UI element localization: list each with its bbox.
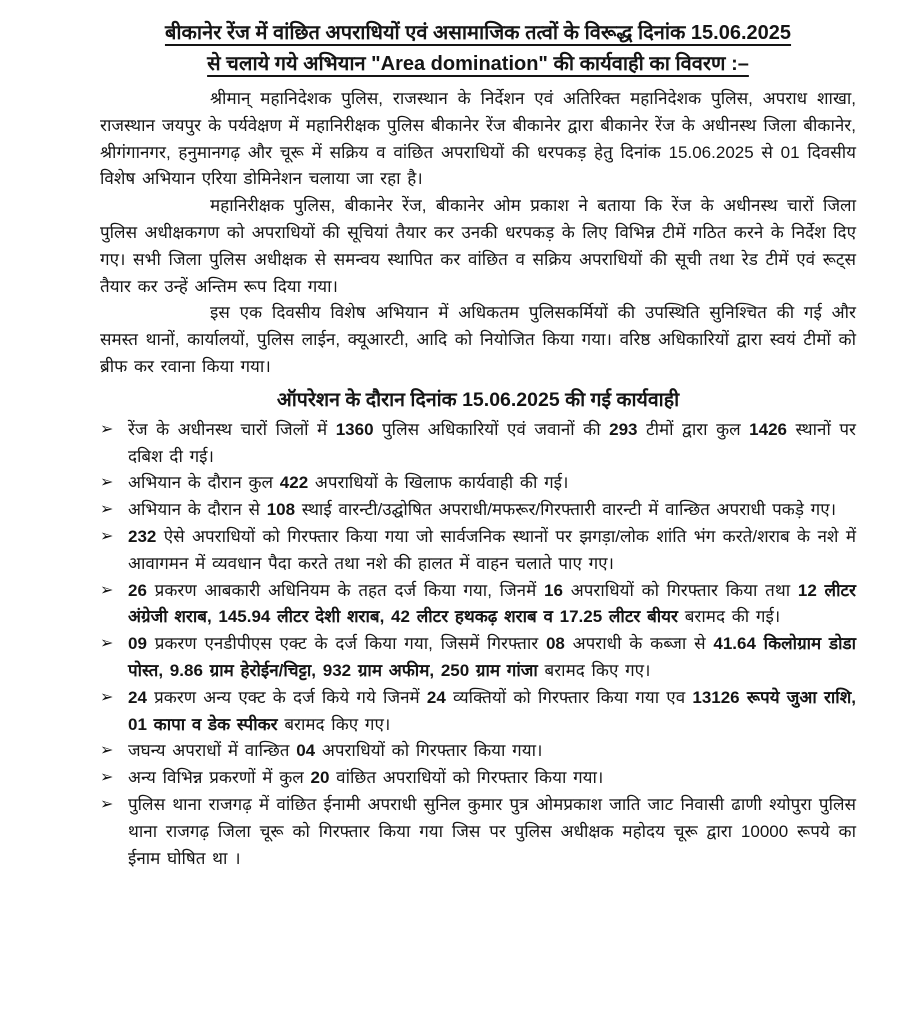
- bullet-text: जघन्य अपराधों में वान्छित 04 अपराधियों को गिरफ्तार किया गया।: [128, 741, 543, 761]
- bullet-item: [100, 792, 856, 872]
- bullet-item: [100, 470, 856, 497]
- bullet-text: अभियान के दौरान कुल 422 अपराधियों के खिलाफ कार्यवाही की गई।: [128, 473, 569, 493]
- bullet-text: पुलिस थाना राजगढ़ में वांछित ईनामी अपराधी सुनिल कुमार पुत्र ओमप्रकाश जाति जाट निवासी ढाणी श्योपुरा पुलिस थाना राजगढ़ जिला चूरू को गिरफ्तार किया गया जिस पर पुलिस अधीक्षक महोदय चूरू द्वारा 10000 रूपये का ईनाम घोषित था ।: [128, 794, 856, 868]
- paragraph: श्रीमान् महानिदेशक पुलिस, राजस्थान के निर्देशन एवं अतिरिक्त महानिदेशक पुलिस, अपराध शाखा, राजस्थान जयपुर के पर्यवेक्षण में महानिरीक्षक पुलिस बीकानेर रेंज बीकानेर द्वारा बीकानेर रेंज के अधीनस्थ जिला बीकानेर, श्रीगंगानगर, हनुमानगढ़ और चूरू में सक्रिय व वांछित अपराधियों की धरपकड़ हेतु दिनांक 15.06.2025 से 01 दिवसीय विशेष अभियान एरिया डोमिनेशन चलाया जा रहा है।: [100, 89, 856, 189]
- arrowhead-bullet-icon: ➢: [100, 795, 114, 813]
- bullet-item: [100, 578, 856, 632]
- document-title: [100, 18, 856, 80]
- title-line-1: बीकानेर रेंज में वांछित अपराधियों एवं असामाजिक तत्वों के विरूद्ध दिनांक 15.06.2025: [164, 22, 792, 44]
- title-line-2: से चलाये गये अभियान "Area domination" की कार्यवाही का विवरण :–: [207, 53, 749, 75]
- bullet-text: 09 प्रकरण एनडीपीएस एक्ट के दर्ज किया गया, जिसमें गिरफ्तार 08 अपराधी के कब्जा से 41.64 किलोग्राम डोडा पोस्त, 9.86 ग्राम हेरोईन/चिट्टा, 932 ग्राम अफीम, 250 ग्राम गांजा बरामद किए गए।: [128, 634, 856, 680]
- bullet-text: रेंज के अधीनस्थ चारों जिलों में 1360 पुलिस अधिकारियों एवं जवानों की 293 टीमों द्वारा कुल 1426 स्थानों पर दबिश दी गई।: [128, 419, 856, 466]
- paragraph: इस एक दिवसीय विशेष अभियान में अधिकतम पुलिसकर्मियों की उपस्थिति सुनिश्चित की गई और समस्त थानों, कार्यालयों, पुलिस लाईन, क्यूआरटी, आदि को नियोजित किया गया। वरिष्ठ अधिकारियों द्वारा स्वयं टीमों को ब्रीफ कर रवाना किया गया।: [100, 303, 856, 376]
- paragraph: महानिरीक्षक पुलिस, बीकानेर रेंज, बीकानेर ओम प्रकाश ने बताया कि रेंज के अधीनस्थ चारों जिला पुलिस अधीक्षकगण को अपराधियों की सूचियां तैयार कर उनकी धरपकड़ के लिए विभिन्न टीमें गठित करने के निर्देश दिए गए। सभी जिला पुलिस अधीक्षक से समन्वय स्थापित कर वांछित व सक्रिय अपराधियों की सूची तथा रेड टीमें एवं रूट्स तैयार कर उन्हें अन्तिम रूप दिया गया।: [100, 196, 856, 296]
- arrowhead-bullet-icon: ➢: [100, 769, 114, 787]
- bullet-item: [100, 524, 856, 578]
- arrowhead-bullet-icon: ➢: [100, 420, 114, 438]
- section-heading: ऑपरेशन के दौरान दिनांक 15.06.2025 की गई कार्यवाही: [276, 388, 680, 411]
- bullet-text: 24 प्रकरण अन्य एक्ट के दर्ज किये गये जिनमें 24 व्यक्तियों को गिरफ्तार किया गया एव 13126 रूपये जुआ राशि, 01 कापा व डेक स्पीकर बरामद किए गए।: [128, 687, 856, 734]
- bullet-item: [100, 417, 856, 471]
- arrowhead-bullet-icon: ➢: [100, 474, 114, 492]
- bullet-text: अन्य विभिन्न प्रकरणों में कुल 20 वांछित अपराधियों को गिरफ्तार किया गया।: [128, 768, 604, 788]
- intro-paragraphs: [100, 86, 856, 381]
- bullet-item: [100, 765, 856, 792]
- arrowhead-bullet-icon: ➢: [100, 581, 114, 599]
- bullet-item: [100, 631, 856, 685]
- bullet-list: [100, 417, 856, 873]
- arrowhead-bullet-icon: ➢: [100, 527, 114, 545]
- arrowhead-bullet-icon: ➢: [100, 688, 114, 706]
- arrowhead-bullet-icon: ➢: [100, 742, 114, 760]
- bullet-text: 232 ऐसे अपराधियों को गिरफ्तार किया गया जो सार्वजनिक स्थानों पर झगड़ा/लोक शांति भंग करते/शराब के नशे में आवागमन में व्यवधान पैदा करते तथा नशे की हालत में वाहन चलाते पाए गए।: [128, 526, 856, 573]
- bullet-text: अभियान के दौरान से 108 स्थाई वारन्टी/उद्घोषित अपराधी/मफरूर/गिरफ्तारी वारन्टी में वान्छित अपराधी पकड़े गए।: [128, 500, 837, 520]
- bullet-item: [100, 685, 856, 739]
- bullet-text: 26 प्रकरण आबकारी अधिनियम के तहत दर्ज किया गया, जिनमें 16 अपराधियों को गिरफ्तार किया तथा 12 लीटर अंग्रेजी शराब, 145.94 लीटर देशी शराब, 42 लीटर हथकढ़ शराब व 17.25 लीटर बीयर बरामद की गई।: [128, 580, 857, 627]
- bullet-item: [100, 497, 856, 524]
- bullet-item: [100, 738, 856, 765]
- arrowhead-bullet-icon: ➢: [100, 501, 114, 519]
- arrowhead-bullet-icon: ➢: [100, 635, 114, 653]
